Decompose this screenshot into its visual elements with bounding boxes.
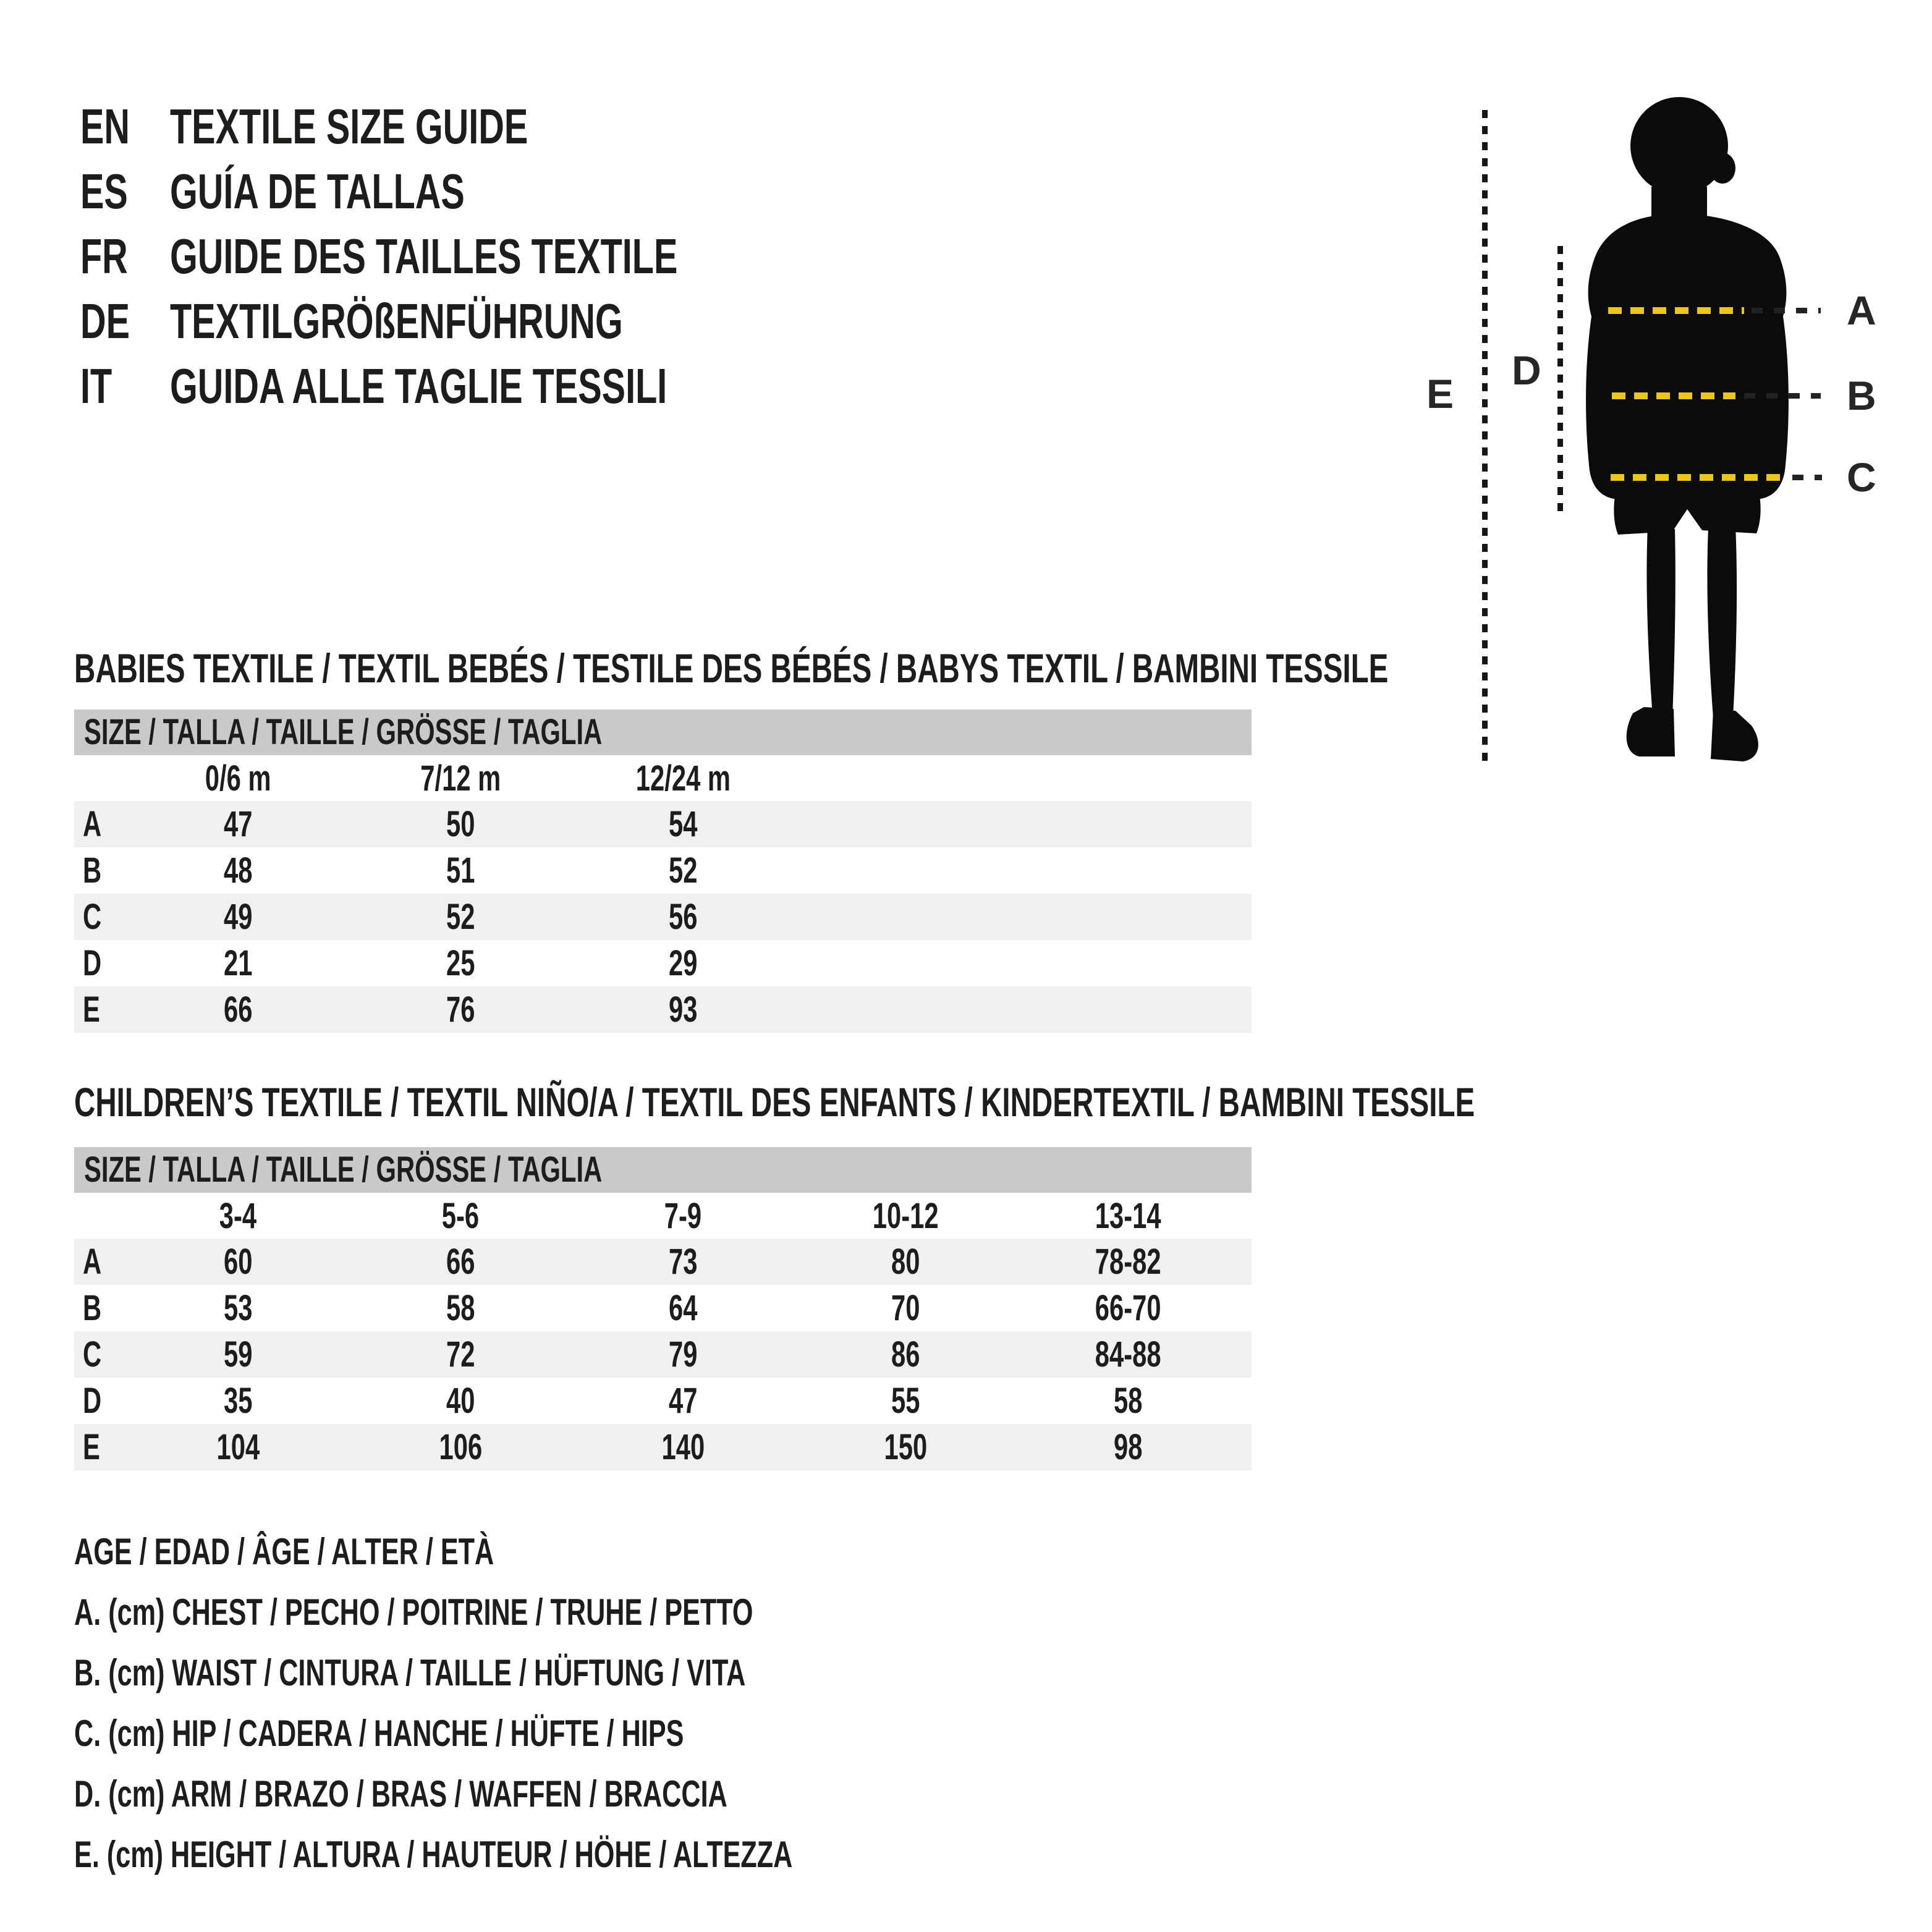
cell: 150 bbox=[884, 1427, 927, 1467]
row-label: C bbox=[83, 897, 102, 937]
table-row bbox=[74, 940, 1252, 986]
chest-line-yellow bbox=[1608, 307, 1744, 314]
lang-row-fr bbox=[80, 224, 875, 289]
lang-row-de bbox=[80, 289, 875, 354]
cell: 73 bbox=[668, 1242, 698, 1282]
cell: 60 bbox=[223, 1242, 253, 1282]
row-label: D bbox=[83, 1381, 102, 1421]
cell: 76 bbox=[446, 989, 475, 1030]
column-header: 5-6 bbox=[441, 1195, 480, 1236]
measure-label-a: A bbox=[1847, 287, 1876, 333]
table-row bbox=[74, 847, 1252, 894]
legend-line-waist: B. (cm) WAIST / CINTURA / TAILLE / HÜFTUNG / VITA bbox=[74, 1652, 746, 1693]
table-row bbox=[74, 1331, 1252, 1378]
cell: 55 bbox=[891, 1381, 920, 1421]
cell: 66 bbox=[446, 1242, 475, 1282]
lang-row-it bbox=[80, 354, 875, 418]
cell: 21 bbox=[223, 943, 253, 983]
cell: 104 bbox=[216, 1427, 260, 1467]
cell: 98 bbox=[1113, 1427, 1143, 1467]
measure-label-c: C bbox=[1847, 454, 1876, 500]
lang-title: TEXTILGRÖßENFÜHRUNG bbox=[170, 294, 623, 349]
column-header: 10-12 bbox=[872, 1195, 939, 1236]
lang-title: TEXTILE SIZE GUIDE bbox=[170, 99, 528, 154]
measure-label-e: E bbox=[1426, 371, 1454, 417]
waist-line-yellow bbox=[1612, 392, 1735, 399]
column-header: 7-9 bbox=[664, 1195, 702, 1236]
cell: 106 bbox=[439, 1427, 482, 1467]
lang-code: EN bbox=[80, 99, 130, 154]
cell: 53 bbox=[223, 1288, 253, 1328]
babies-section-heading: BABIES TEXTILE / TEXTIL BEBÉS / TESTILE DES BÉBÉS / BABYS TEXTIL / BAMBINI TESSILE bbox=[74, 645, 1389, 691]
cell: 84-88 bbox=[1095, 1334, 1161, 1375]
row-label: A bbox=[83, 804, 102, 844]
column-header: 0/6 m bbox=[205, 758, 271, 799]
cell: 66 bbox=[223, 989, 253, 1030]
children-section-heading: CHILDREN’S TEXTILE / TEXTIL NIÑO/A / TEXTIL DES ENFANTS / KINDERTEXTIL / BAMBINI TESSILE bbox=[74, 1079, 1475, 1125]
lang-title: GUIDE DES TAILLES TEXTILE bbox=[170, 229, 678, 284]
legend-line-height: E. (cm) HEIGHT / ALTURA / HAUTEUR / HÖHE / ALTEZZA bbox=[74, 1834, 793, 1875]
cell: 48 bbox=[223, 850, 253, 891]
chest-line-dark bbox=[1752, 308, 1821, 313]
legend-line-age: AGE / EDAD / ÂGE / ALTER / ETÀ bbox=[74, 1531, 494, 1572]
cell: 80 bbox=[891, 1242, 920, 1282]
column-header: 7/12 m bbox=[420, 758, 501, 799]
cell: 52 bbox=[446, 897, 475, 937]
lang-code: ES bbox=[80, 164, 128, 219]
legend-line-hip: C. (cm) HIP / CADERA / HANCHE / HÜFTE / HIPS bbox=[74, 1713, 684, 1754]
cell: 49 bbox=[223, 897, 253, 937]
cell: 72 bbox=[446, 1334, 475, 1375]
cell: 140 bbox=[661, 1427, 705, 1467]
cell: 54 bbox=[668, 804, 698, 844]
measurement-legend bbox=[74, 1522, 1072, 1885]
table-row bbox=[74, 894, 1252, 940]
hip-line-dark bbox=[1792, 475, 1822, 480]
table-row bbox=[74, 1378, 1252, 1424]
cell: 79 bbox=[668, 1334, 698, 1375]
row-label: A bbox=[83, 1242, 102, 1282]
cell: 51 bbox=[446, 850, 475, 891]
children-size-table bbox=[74, 1147, 1252, 1470]
column-header: 13-14 bbox=[1095, 1195, 1161, 1236]
lang-code: DE bbox=[80, 294, 130, 349]
lang-title: GUÍA DE TALLAS bbox=[170, 164, 465, 219]
cell: 47 bbox=[668, 1381, 698, 1421]
cell: 52 bbox=[668, 850, 698, 891]
hip-line-yellow bbox=[1611, 474, 1787, 481]
cell: 64 bbox=[668, 1288, 698, 1328]
row-label: D bbox=[83, 943, 102, 983]
cell: 58 bbox=[1113, 1381, 1143, 1421]
lang-code: IT bbox=[80, 358, 112, 413]
cell: 70 bbox=[891, 1288, 920, 1328]
measure-label-b: B bbox=[1847, 373, 1876, 418]
cell: 50 bbox=[446, 804, 475, 844]
row-label: B bbox=[83, 1288, 102, 1328]
lang-row-en bbox=[80, 94, 875, 159]
arm-measure-dotted-line-d bbox=[1557, 246, 1563, 518]
column-header: 3-4 bbox=[219, 1195, 257, 1236]
row-label: C bbox=[83, 1334, 102, 1375]
cell: 25 bbox=[446, 943, 475, 983]
row-label: E bbox=[83, 989, 100, 1030]
cell: 58 bbox=[446, 1288, 475, 1328]
language-list bbox=[80, 94, 875, 418]
cell: 40 bbox=[446, 1381, 475, 1421]
cell: 29 bbox=[668, 943, 698, 983]
lang-row-es bbox=[80, 159, 875, 224]
table-row bbox=[74, 986, 1252, 1033]
babies-size-header-bar: SIZE / TALLA / TAILLE / GRÖSSE / TAGLIA bbox=[74, 710, 1252, 755]
table-row bbox=[74, 1424, 1252, 1470]
legend-line-chest: A. (cm) CHEST / PECHO / POITRINE / TRUHE / PETTO bbox=[74, 1591, 753, 1633]
row-label: E bbox=[83, 1427, 100, 1467]
cell: 47 bbox=[223, 804, 253, 844]
measure-label-d: D bbox=[1512, 347, 1541, 393]
children-size-header-bar: SIZE / TALLA / TAILLE / GRÖSSE / TAGLIA bbox=[74, 1147, 1252, 1193]
children-column-header-row bbox=[74, 1193, 1252, 1239]
cell: 56 bbox=[668, 897, 698, 937]
babies-column-header-row bbox=[74, 755, 1252, 801]
cell: 93 bbox=[668, 989, 698, 1030]
table-row bbox=[74, 1285, 1252, 1331]
table-row bbox=[74, 801, 1252, 847]
babies-size-table bbox=[74, 710, 1252, 1033]
column-header: 12/24 m bbox=[635, 758, 731, 799]
cell: 35 bbox=[223, 1381, 253, 1421]
cell: 86 bbox=[891, 1334, 920, 1375]
cell: 66-70 bbox=[1095, 1288, 1161, 1328]
cell: 78-82 bbox=[1095, 1242, 1161, 1282]
lang-code: FR bbox=[80, 229, 128, 284]
legend-line-arm: D. (cm) ARM / BRAZO / BRAS / WAFFEN / BRACCIA bbox=[74, 1773, 727, 1815]
table-row bbox=[74, 1239, 1252, 1285]
cell: 59 bbox=[223, 1334, 253, 1375]
lang-title: GUIDA ALLE TAGLIE TESSILI bbox=[170, 358, 667, 413]
waist-line-dark bbox=[1744, 393, 1821, 399]
row-label: B bbox=[83, 850, 102, 891]
